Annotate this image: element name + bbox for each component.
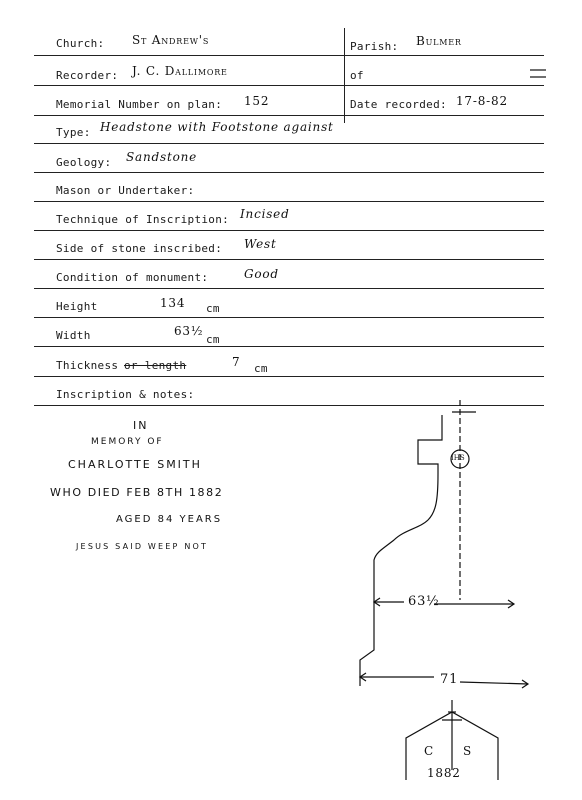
- inscription-line-3: CHARLOTTE SMITH: [68, 458, 202, 471]
- church-label: Church:: [56, 37, 105, 50]
- inscription-line-1: IN: [133, 419, 149, 432]
- date-value: 17-8-82: [456, 94, 508, 108]
- ihs-monogram: IHS: [451, 454, 465, 462]
- thickness-struck-text: or length: [124, 359, 187, 372]
- church-value: St Andrew's: [132, 33, 210, 47]
- width-dimension-label: 63½: [408, 594, 440, 609]
- recorder-value: J. C. Dallimore: [132, 64, 228, 78]
- geology-value: Sandstone: [126, 150, 198, 164]
- thickness-label: Thickness: [56, 359, 119, 372]
- footstone-initial-left: C: [424, 744, 434, 758]
- condition-value: Good: [244, 267, 279, 281]
- side-value: West: [244, 237, 277, 251]
- memorial-number-label: Memorial Number on plan:: [56, 98, 223, 111]
- width-unit: cm: [206, 333, 220, 346]
- condition-label: Condition of monument:: [56, 271, 209, 284]
- memorial-number-value: 152: [244, 94, 270, 108]
- footstone-initial-right: S: [463, 744, 473, 758]
- technique-value: Incised: [240, 207, 290, 221]
- side-label: Side of stone inscribed:: [56, 242, 223, 255]
- parish-label: Parish:: [350, 40, 399, 53]
- height-value: 134: [160, 296, 186, 310]
- footstone-year: 1882: [427, 766, 461, 780]
- inscription-line-4: WHO DIED FEB 8TH 1882: [50, 486, 224, 499]
- inscription-line-5: AGED 84 YEARS: [116, 514, 223, 525]
- width-label: Width: [56, 329, 91, 342]
- base-dimension-label: 71: [440, 672, 459, 687]
- inscription-label: Inscription & notes:: [56, 388, 195, 401]
- height-label: Height: [56, 300, 98, 313]
- thickness-value: 7: [232, 355, 241, 369]
- thickness-unit: cm: [254, 362, 268, 375]
- parish-value: Bulmer: [416, 34, 462, 48]
- type-label: Type:: [56, 126, 91, 139]
- mason-label: Mason or Undertaker:: [56, 184, 195, 197]
- geology-label: Geology:: [56, 156, 112, 169]
- date-label: Date recorded:: [350, 98, 447, 111]
- type-value: Headstone with Footstone against: [100, 120, 334, 134]
- of-label: of: [350, 69, 364, 82]
- height-unit: cm: [206, 302, 220, 315]
- inscription-line-2: MEMORY OF: [91, 437, 164, 447]
- recorder-label: Recorder:: [56, 69, 119, 82]
- inscription-line-6: JESUS SAID WEEP NOT: [76, 542, 209, 551]
- headstone-profile: [360, 415, 442, 686]
- width-value: 63½: [174, 324, 204, 338]
- technique-label: Technique of Inscription:: [56, 213, 230, 226]
